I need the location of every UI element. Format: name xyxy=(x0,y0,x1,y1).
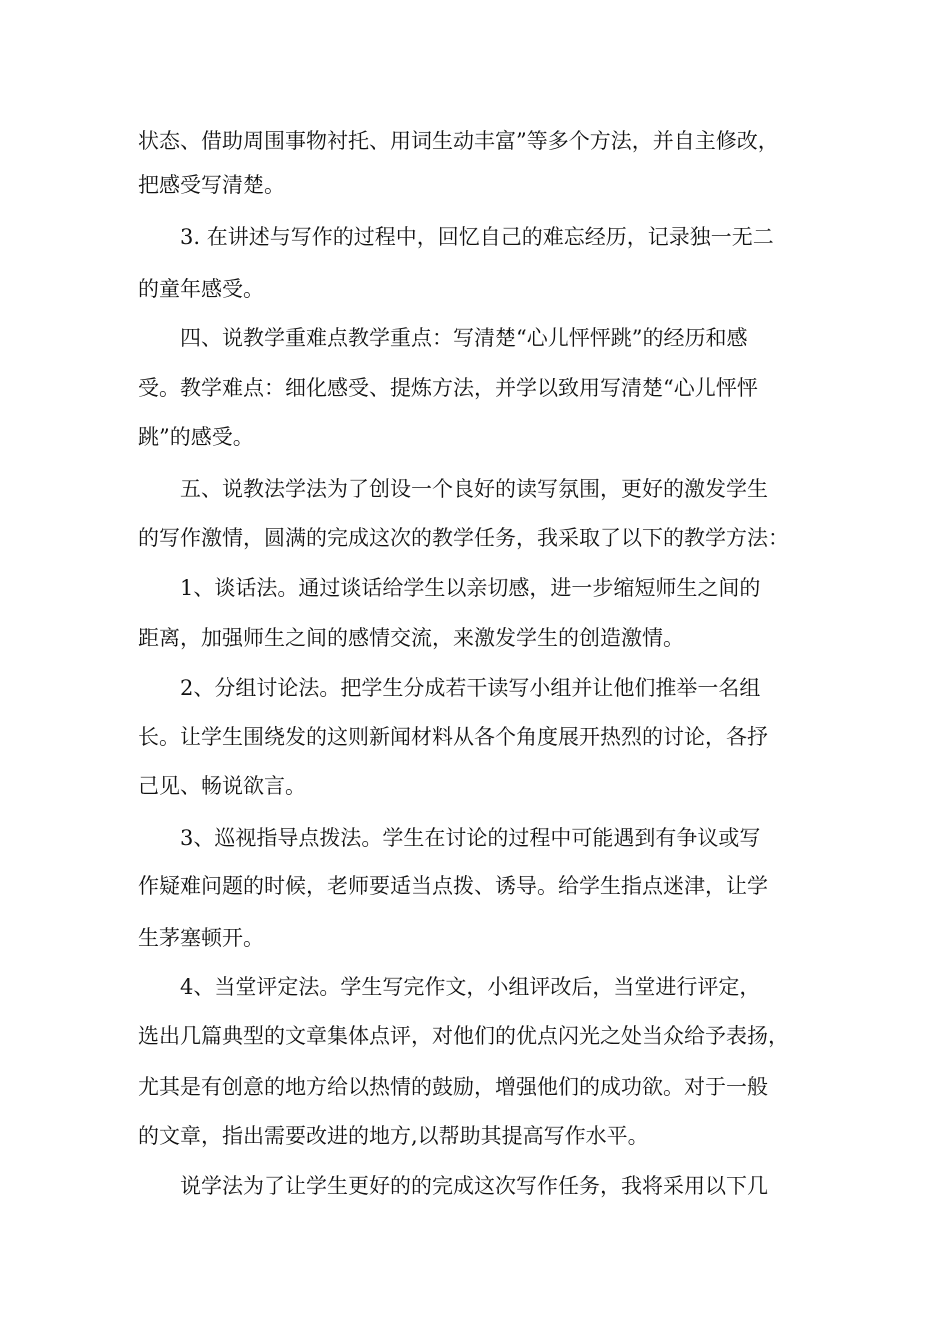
text-line: 状态、借助周围事物衬托、用词生动丰富”等多个方法，并自主修改， xyxy=(138,129,779,153)
text-line: 长。让学生围绕发的这则新闻材料从各个角度展开热烈的讨论，各抒 xyxy=(138,725,768,749)
text-line: 3、巡视指导点拨法。学生在讨论的过程中可能遇到有争议或写 xyxy=(180,826,761,850)
text-line: 把感受写清楚。 xyxy=(138,173,285,197)
text-line: 跳”的感受。 xyxy=(138,425,254,449)
text-line: 尤其是有创意的地方给以热情的鼓励，增强他们的成功欲。对于一般 xyxy=(138,1075,768,1099)
text-line: 受。教学难点：细化感受、提炼方法，并学以致用写清楚“心儿怦怦 xyxy=(138,376,758,400)
text-line: 的童年感受。 xyxy=(138,277,264,301)
text-line: 4、当堂评定法。学生写完作文，小组评改后，当堂进行评定， xyxy=(180,975,761,999)
text-line: 距离，加强师生之间的感情交流，来激发学生的创造激情。 xyxy=(138,626,684,650)
text-line: 说学法为了让学生更好的的完成这次写作任务，我将采用以下几 xyxy=(180,1174,768,1198)
text-line: 四、说教学重难点教学重点：写清楚“心儿怦怦跳”的经历和感 xyxy=(180,326,748,350)
text-line: 选出几篇典型的文章集体点评，对他们的优点闪光之处当众给予表扬， xyxy=(138,1024,789,1048)
text-line: 1、谈话法。通过谈话给学生以亲切感，进一步缩短师生之间的 xyxy=(180,576,761,600)
text-line: 己见、畅说欲言。 xyxy=(138,774,306,798)
text-line: 作疑难问题的时候，老师要适当点拨、诱导。给学生指点迷津，让学 xyxy=(138,874,768,898)
text-line: 五、说教法学法为了创设一个良好的读写氛围，更好的激发学生 xyxy=(180,477,768,501)
text-line: 生茅塞顿开。 xyxy=(138,926,264,950)
text-line: 3. 在讲述与写作的过程中，回忆自己的难忘经历，记录独一无二 xyxy=(180,225,774,249)
text-line: 的文章，指出需要改进的地方,以帮助其提高写作水平。 xyxy=(138,1124,649,1148)
text-line: 2、分组讨论法。把学生分成若干读写小组并让他们推举一名组 xyxy=(180,676,761,700)
text-line: 的写作激情，圆满的完成这次的教学任务，我采取了以下的教学方法： xyxy=(138,526,789,550)
